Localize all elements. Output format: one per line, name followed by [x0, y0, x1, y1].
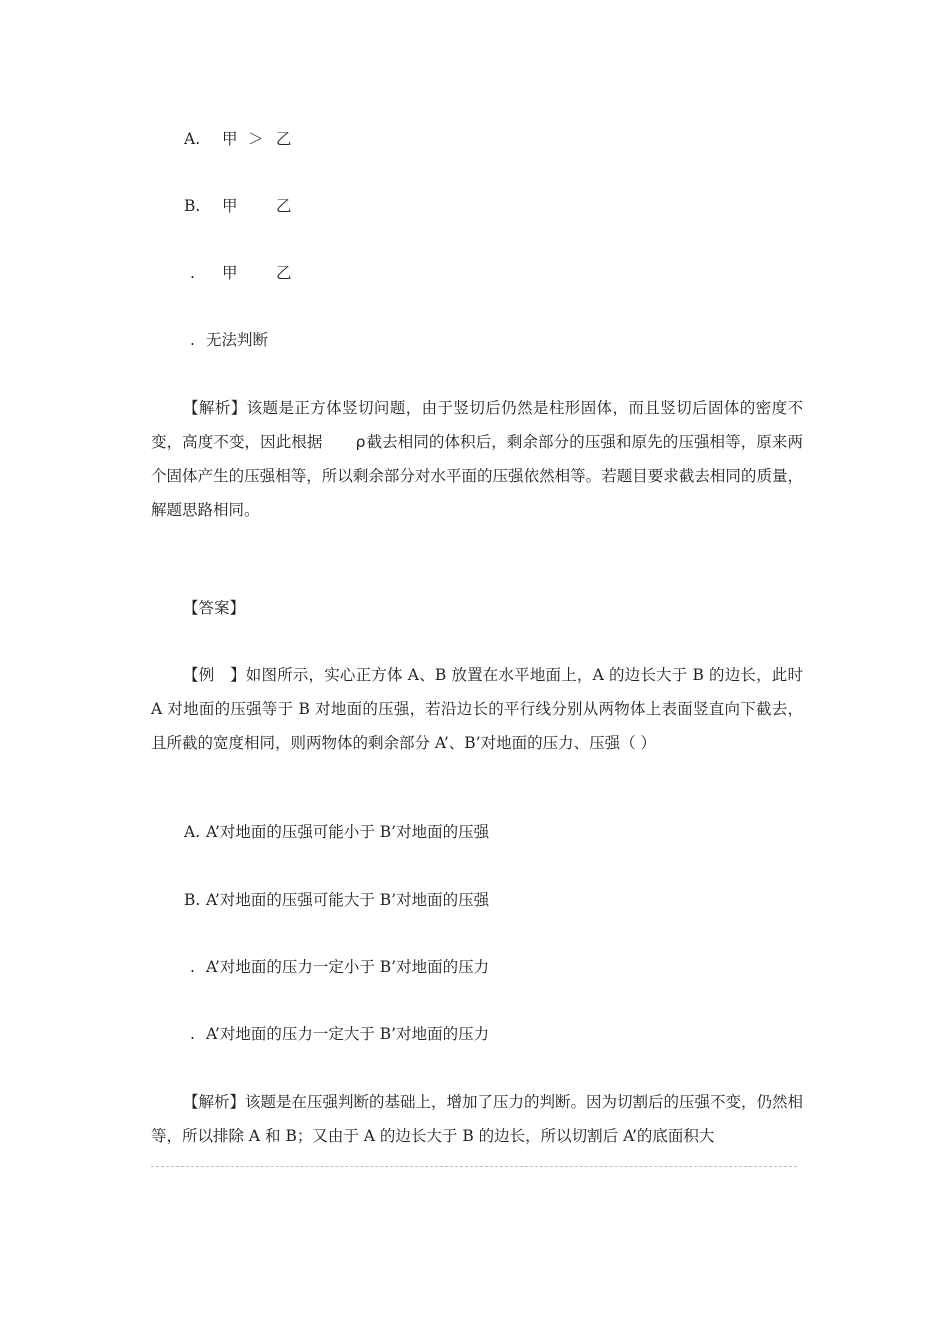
option-text: A’对地面的压强可能大于 B’对地面的压强	[206, 891, 490, 909]
option-operator: ＞	[248, 130, 264, 148]
option-text: A’对地面的压力一定小于 B’对地面的压力	[206, 958, 490, 976]
q1-answer-heading: 【答案】	[183, 599, 246, 617]
page-footer-divider	[151, 1166, 797, 1167]
analysis-text-part2: 截去相同的体积后，剩余部分的压强和原先的压强相等，原来两个固体产生的压强相等，所以剩余部分对水平面的压强依然相等。若题目要求截去相同的质量，解题思路相同。	[151, 433, 803, 519]
analysis-text-part1: 【解析】该题是正方体竖切问题，由于竖切后仍然是柱形固体，而且竖切后固体的密度不变，高度不变，因此根据	[151, 399, 803, 451]
option-label: A.	[184, 823, 201, 841]
option-left: 甲	[222, 130, 238, 148]
q2-analysis: 【解析】该题是在压强判断的基础上，增加了压力的判断。因为切割后的压强不变，仍然相等，所以排除 A 和 B；又由于 A 的边长大于 B 的边长，所以切割后 A’的底面积大	[151, 1093, 804, 1145]
q2-question: 【例 】如图所示，实心正方体 A、B 放置在水平地面上，A 的边长大于 B 的边长，此时 A 对地面的压强等于 B 对地面的压强，若沿边长的平行线分别从两物体上表面竖直向下截去，且所截的宽度相同，则两物体的剩余部分 A’、B’对地面的压力、压强（ ）	[151, 666, 803, 752]
q1-analysis	[151, 391, 803, 527]
option-label: B.	[184, 197, 201, 215]
option-text: A’对地面的压强可能小于 B’对地面的压强	[206, 823, 490, 841]
option-right: 乙	[276, 130, 292, 148]
option-right: 乙	[276, 264, 292, 282]
rho-symbol: ρ	[355, 433, 366, 451]
option-left: 甲	[222, 264, 238, 282]
option-label: .	[190, 264, 195, 282]
option-text: 无法判断	[206, 331, 269, 349]
option-label: .	[190, 958, 195, 976]
option-label: B.	[184, 891, 201, 909]
option-label: .	[190, 331, 195, 349]
option-label: .	[190, 1025, 195, 1043]
option-right: 乙	[276, 197, 292, 215]
option-text: A’对地面的压力一定大于 B’对地面的压力	[206, 1025, 490, 1043]
option-left: 甲	[222, 197, 238, 215]
option-label: A.	[184, 130, 201, 148]
